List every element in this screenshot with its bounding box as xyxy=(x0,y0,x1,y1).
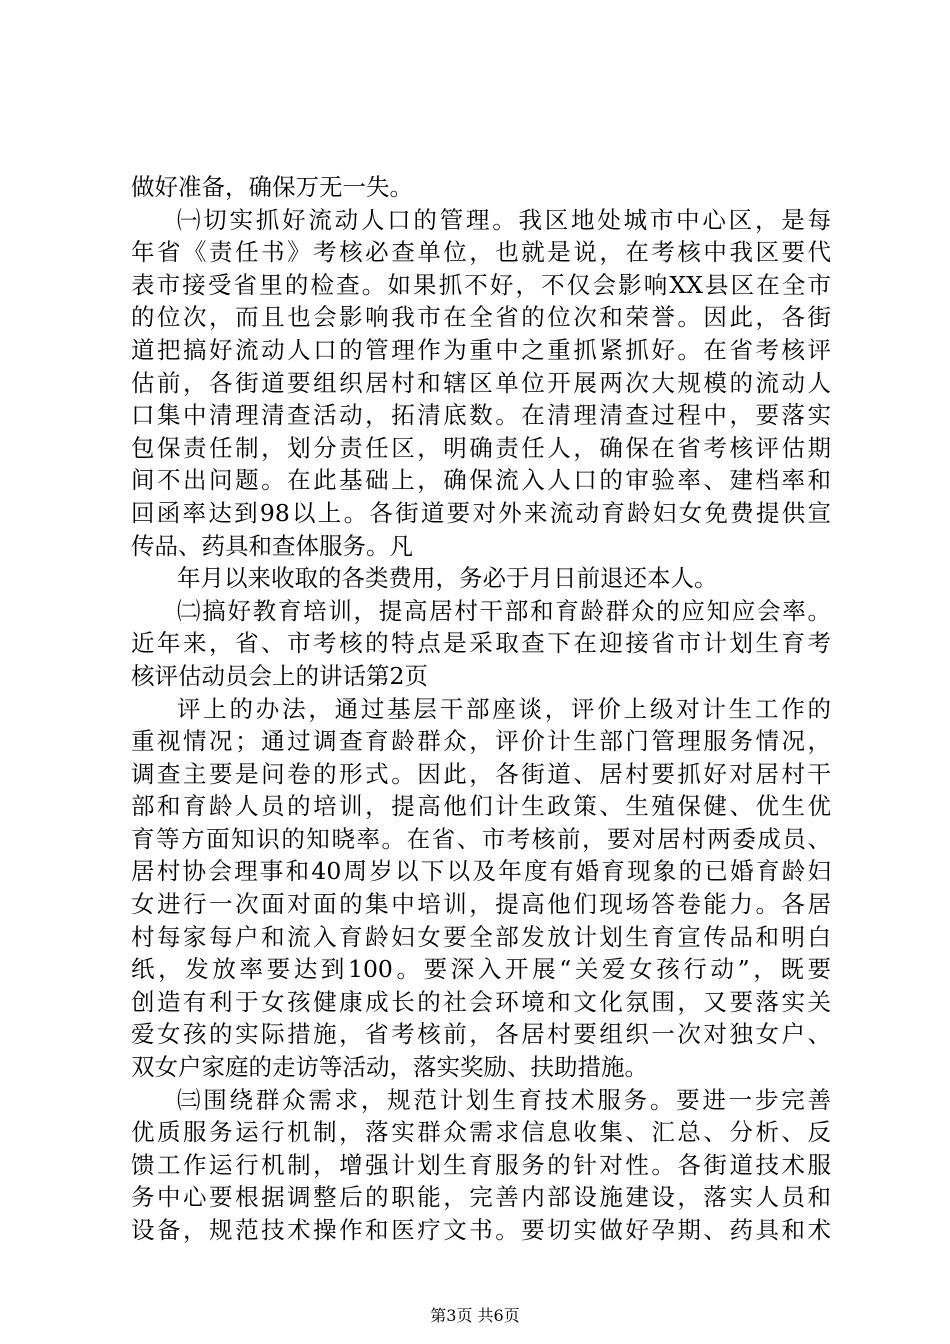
text-line: 口集中清理清查活动，拓清底数。在清理清查过程中，要落实 xyxy=(131,401,831,430)
text-line: ㈡搞好教育培训，提高居村干部和育龄群众的应知应会率。 xyxy=(177,596,831,625)
text-line: 间不出问题。在此基础上，确保流入人口的审验率、建档率和 xyxy=(131,466,831,495)
text-line: 传品、药具和查体服务。凡 xyxy=(131,531,413,560)
text-line: 重视情况；通过调查育龄群众，评价计生部门管理服务情况， xyxy=(131,727,831,756)
text-line: 表市接受省里的检查。如果抓不好，不仅会影响XX县区在全市 xyxy=(131,270,831,299)
text-line: 评上的办法，通过基层干部座谈，评价上级对计生工作的 xyxy=(177,694,831,723)
text-line: 年月以来收取的各类费用，务必于月日前退还本人。 xyxy=(177,564,718,593)
text-line: 纸，发放率要达到100。要深入开展“关爱女孩行动”，既要 xyxy=(131,955,831,984)
text-line: 优质服务运行机制，落实群众需求信息收集、汇总、分析、反 xyxy=(131,1118,831,1147)
text-line: 馈工作运行机制，增强计划生育服务的针对性。各街道技术服 xyxy=(131,1150,831,1179)
text-line: 调查主要是问卷的形式。因此，各街道、居村要抓好对居村干 xyxy=(131,759,831,788)
text-line: 女进行一次面对面的集中培训，提高他们现场答卷能力。各居 xyxy=(131,890,831,919)
text-line: 育等方面知识的知晓率。在省、市考核前，要对居村两委成员、 xyxy=(131,824,831,853)
text-line: ㈠切实抓好流动人口的管理。我区地处城市中心区，是每 xyxy=(177,205,831,234)
text-line: 回函率达到98以上。各街道要对外来流动育龄妇女免费提供宣 xyxy=(131,498,831,527)
text-line: 核评估动员会上的讲话第2页 xyxy=(131,661,428,690)
text-line: 村每家每户和流入育龄妇女要全部发放计划生育宣传品和明白 xyxy=(131,922,831,951)
page-footer: 第3页 共6页 xyxy=(430,1306,520,1325)
text-line: 估前，各街道要组织居村和辖区单位开展两次大规模的流动人 xyxy=(131,368,831,397)
text-line: 部和育龄人员的培训，提高他们计生政策、生殖保健、优生优 xyxy=(131,792,831,821)
text-line: 的位次，而且也会影响我市在全省的位次和荣誉。因此，各街 xyxy=(131,303,831,332)
text-line: 爱女孩的实际措施，省考核前，各居村要组织一次对独女户、 xyxy=(131,1020,831,1049)
text-line: 做好准备，确保万无一失。 xyxy=(131,173,413,201)
text-line: ㈢围绕群众需求，规范计划生育技术服务。要进一步完善 xyxy=(177,1085,831,1114)
text-line: 创造有利于女孩健康成长的社会环境和文化氛围，又要落实关 xyxy=(131,987,831,1016)
text-line: 年省《责任书》考核必查单位，也就是说，在考核中我区要代 xyxy=(131,238,831,267)
text-line: 双女户家庭的走访等活动，落实奖励、扶助措施。 xyxy=(131,1053,648,1082)
text-line: 设备，规范技术操作和医疗文书。要切实做好孕期、药具和术 xyxy=(131,1216,831,1244)
document-body xyxy=(131,171,831,1247)
text-line: 包保责任制，划分责任区，明确责任人，确保在省考核评估期 xyxy=(131,433,831,462)
text-line: 道把搞好流动人口的管理作为重中之重抓紧抓好。在省考核评 xyxy=(131,335,831,364)
text-line: 居村协会理事和40周岁以下以及年度有婚育现象的已婚育龄妇 xyxy=(131,857,831,886)
text-line: 务中心要根据调整后的职能，完善内部设施建设，落实人员和 xyxy=(131,1183,831,1212)
text-line: 近年来，省、市考核的特点是采取查下在迎接省市计划生育考 xyxy=(131,629,831,658)
